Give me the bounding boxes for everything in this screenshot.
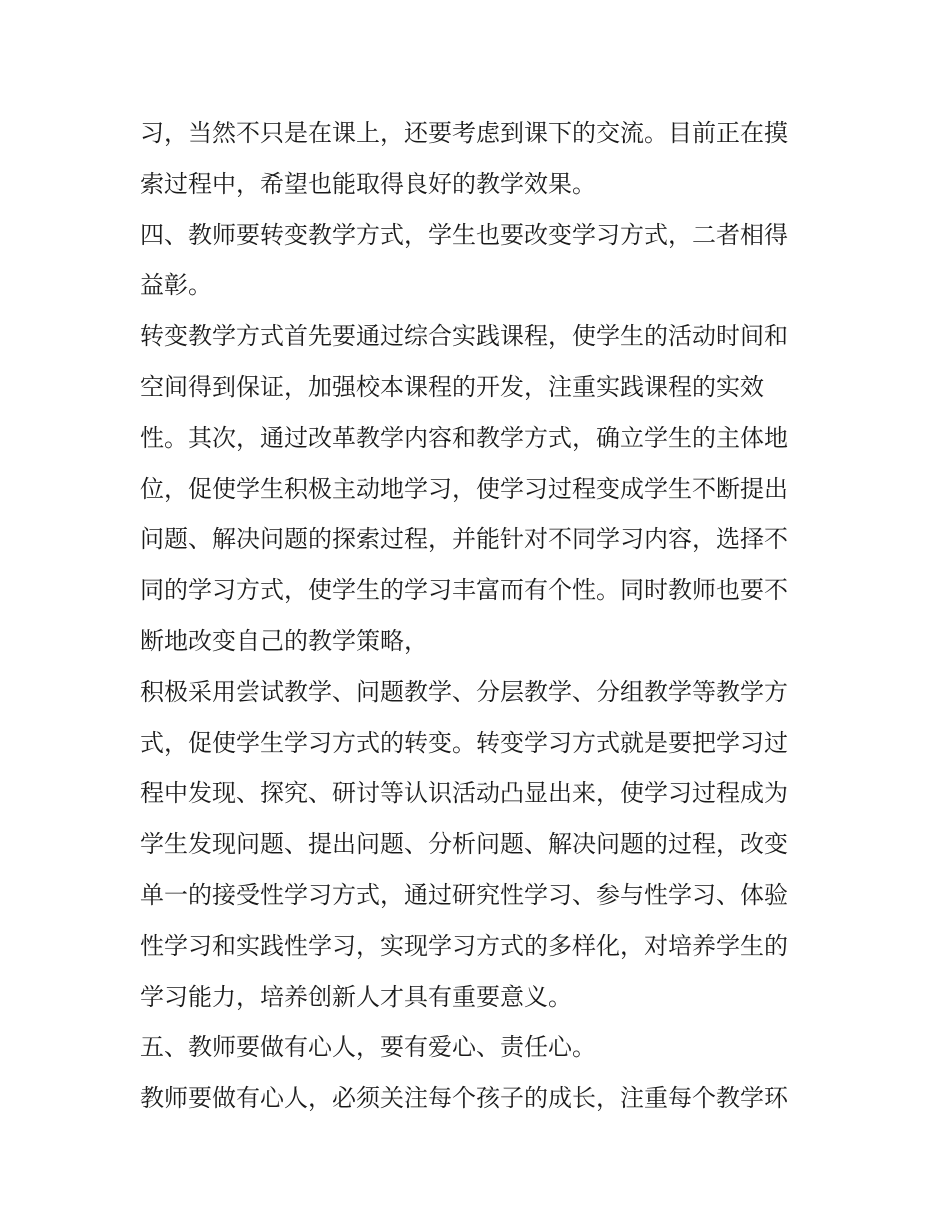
text-line: 式，促使学生学习方式的转变。转变学习方式就是要把学习过: [140, 728, 788, 757]
text-line: 程中发现、探究、研讨等认识活动凸显出来，使学习过程成为: [140, 779, 788, 808]
text-line: 积极采用尝试教学、问题教学、分层教学、分组教学等教学方: [140, 677, 788, 706]
document-body: [140, 108, 820, 1124]
text-line: 性。其次，通过改革教学内容和教学方式，确立学生的主体地: [140, 423, 788, 452]
text-line: 习，当然不只是在课上，还要考虑到课下的交流。目前正在摸: [140, 119, 788, 147]
section-heading: 四、教师要转变教学方式，学生也要改变学习方式，二者相得: [140, 220, 788, 249]
text-line: 学生发现问题、提出问题、分析问题、解决问题的过程，改变: [140, 830, 788, 859]
text-line: 教师要做有心人，必须关注每个孩子的成长，注重每个教学环: [140, 1084, 788, 1113]
text-line: 单一的接受性学习方式，通过研究性学习、参与性学习、体验: [140, 880, 788, 909]
text-line: 同的学习方式，使学生的学习丰富而有个性。同时教师也要不: [140, 576, 788, 605]
section-heading: 益彰。: [140, 271, 212, 300]
text-line: 空间得到保证，加强校本课程的开发，注重实践课程的实效: [140, 372, 764, 401]
text-line: 转变教学方式首先要通过综合实践课程，使学生的活动时间和: [140, 322, 788, 351]
section-heading: 五、教师要做有心人，要有爱心、责任心。: [140, 1033, 596, 1062]
text-line: 学习能力，培养创新人才具有重要意义。: [140, 982, 572, 1011]
text-line: 问题、解决问题的探索过程，并能针对不同学习内容，选择不: [140, 525, 788, 554]
text-line: 位，促使学生积极主动地学习，使学习过程变成学生不断提出: [140, 474, 788, 503]
text-line: 性学习和实践性学习，实现学习方式的多样化，对培养学生的: [140, 931, 788, 960]
text-line: 索过程中，希望也能取得良好的教学效果。: [140, 169, 596, 198]
text-line: 断地改变自己的教学策略，: [140, 626, 428, 655]
